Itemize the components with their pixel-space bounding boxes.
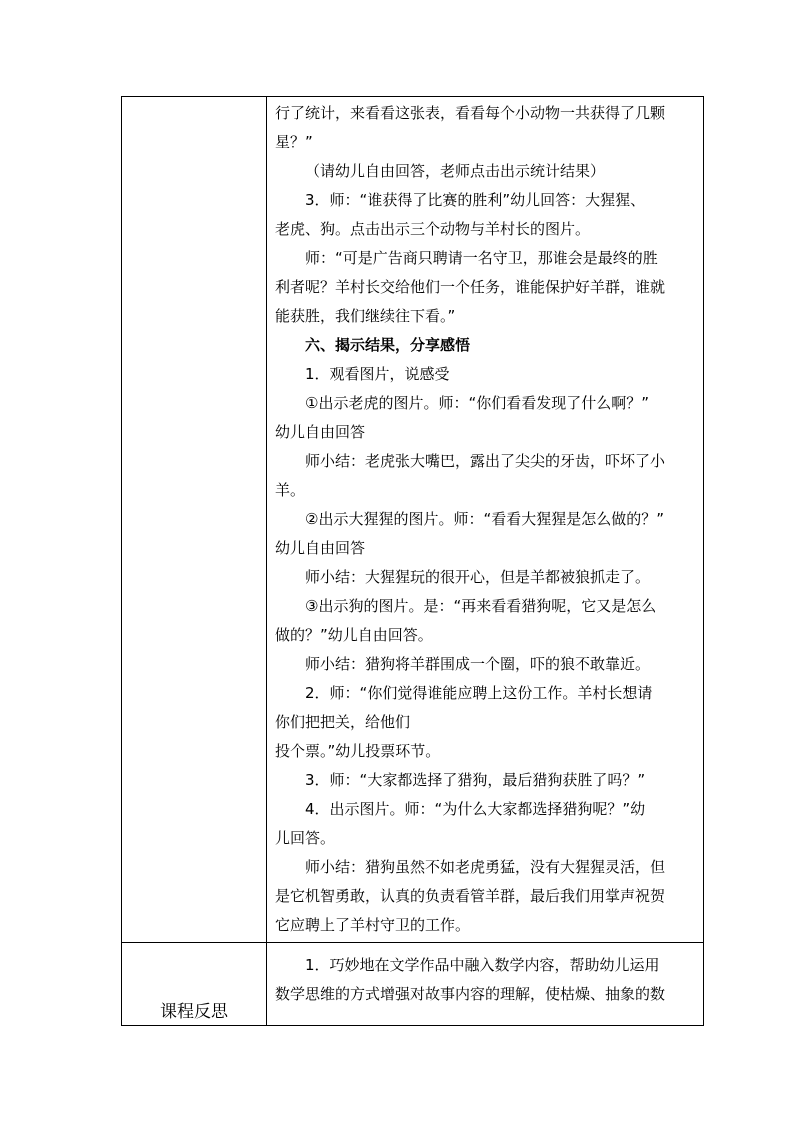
row-label-cell-empty [122, 97, 267, 943]
text-line: 师小结：猎狗虽然不如老虎勇猛，没有大猩猩灵活，但 [305, 858, 666, 876]
activity-text-block [275, 99, 695, 940]
text-line: 1．观看图片，说感受 [305, 365, 450, 383]
text-line: 它应聘上了羊村守卫的工作。 [275, 916, 471, 934]
text-line: 能获胜，我们继续往下看。” [275, 307, 456, 325]
text-line: 师小结：猎狗将羊群围成一个圈，吓的狼不敢靠近。 [305, 655, 651, 673]
reflection-content-cell [267, 943, 704, 1026]
text-line: 你们把把关，给他们 [275, 713, 411, 731]
text-line: 是它机智勇敢，认真的负责看管羊群，最后我们用掌声祝贺 [275, 887, 666, 905]
text-line: ①出示老虎的图片。师：“你们看看发现了什么啊？” [305, 394, 649, 412]
text-line: 老虎、狗。点击出示三个动物与羊村长的图片。 [275, 220, 591, 238]
text-line: 3．师：“谁获得了比赛的胜利”幼儿回答：大猩猩、 [305, 191, 646, 209]
section-heading: 六、揭示结果，分享感悟 [305, 336, 471, 354]
text-line: 幼儿自由回答 [275, 423, 366, 441]
reflection-label: 课程反思 [160, 1002, 228, 1022]
text-line: 4．出示图片。师：“为什么大家都选择猎狗呢？”幼 [305, 800, 646, 818]
text-line: （请幼儿自由回答，老师点击出示统计结果） [305, 162, 606, 180]
text-line: ②出示大猩猩的图片。师：“看看大猩猩是怎么做的？” [305, 510, 664, 528]
lesson-plan-table [121, 96, 704, 1026]
text-line: 羊。 [275, 481, 306, 499]
text-line: 行了统计，来看看这张表，看看每个小动物一共获得了几颗 [275, 104, 666, 122]
text-line: 利者呢？羊村长交给他们一个任务，谁能保护好羊群，谁就 [275, 278, 666, 296]
text-line: 投个票。”幼儿投票环节。 [275, 742, 441, 760]
reflection-label-cell [122, 943, 267, 1026]
activity-content-cell [267, 97, 704, 943]
text-line: 师小结：大猩猩玩的很开心，但是羊都被狼抓走了。 [305, 568, 651, 586]
text-line: 2．师：“你们觉得谁能应聘上这份工作。羊村长想请 [305, 684, 653, 702]
text-line: 数学思维的方式增强对故事内容的理解，使枯燥、抽象的数 [275, 985, 666, 1003]
text-line: 1．巧妙地在文学作品中融入数学内容，帮助幼儿运用 [305, 956, 660, 974]
text-line: 幼儿自由回答 [275, 539, 366, 557]
table-row-activity [122, 97, 704, 943]
reflection-text-block [275, 951, 695, 1009]
text-line: ③出示狗的图片。是：“再来看看猎狗呢，它又是怎么 [305, 597, 657, 615]
text-line: 星？” [275, 133, 313, 151]
text-line: 师：“可是广告商只聘请一名守卫，那谁会是最终的胜 [305, 249, 658, 267]
text-line: 师小结：老虎张大嘴巴，露出了尖尖的牙齿，吓坏了小 [305, 452, 666, 470]
text-line: 儿回答。 [275, 829, 336, 847]
text-line: 做的？”幼儿自由回答。 [275, 626, 433, 644]
text-line: 3．师：“大家都选择了猎狗，最后猎狗获胜了吗？” [305, 771, 646, 789]
table-row-reflection [122, 943, 704, 1026]
